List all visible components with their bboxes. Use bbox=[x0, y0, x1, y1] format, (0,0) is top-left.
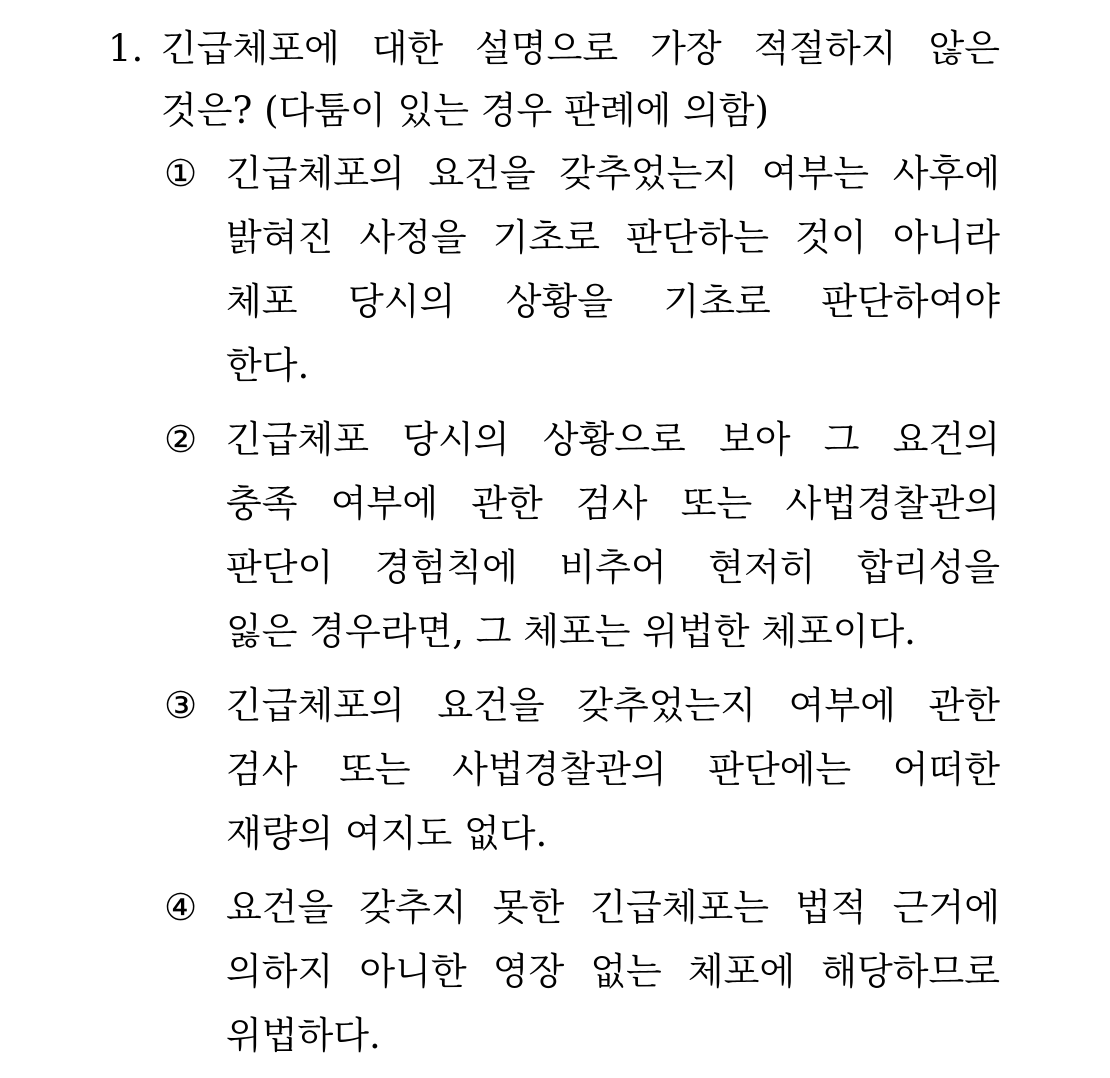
choice-1-line-1: 긴급체포의 요건을 갖추었는지 여부는 사후에 bbox=[226, 152, 1000, 195]
choice-4-line-1: 요건을 갖추지 못한 긴급체포는 법적 근거에 bbox=[226, 886, 1000, 929]
choice-1-line-4: 한다. bbox=[226, 344, 310, 387]
question-line bbox=[108, 18, 1000, 80]
choice-1-line-2: 밝혀진 사정을 기초로 판단하는 것이 아니라 bbox=[226, 216, 1000, 259]
choice-2-line-1: 긴급체포 당시의 상황으로 보아 그 요건의 bbox=[226, 418, 1000, 461]
choice-3-line-1: 긴급체포의 요건을 갖추었는지 여부에 관한 bbox=[226, 684, 1000, 727]
choice-2[interactable] bbox=[108, 408, 1000, 664]
question-number: 1. bbox=[108, 27, 144, 70]
question bbox=[108, 18, 1000, 142]
question-line bbox=[108, 80, 1000, 142]
choice-1-line-3: 체포 당시의 상황을 기초로 판단하여야 bbox=[226, 280, 1000, 323]
answer-choices bbox=[108, 142, 1000, 1078]
choice-2-line-4: 잃은 경우라면, 그 체포는 위법한 체포이다. bbox=[226, 610, 916, 653]
choice-2-line-3: 판단이 경험칙에 비추어 현저히 합리성을 bbox=[226, 546, 1000, 589]
choice-2-line-2: 충족 여부에 관한 검사 또는 사법경찰관의 bbox=[226, 482, 1000, 525]
question-text-line-2: 것은? (다툼이 있는 경우 판례에 의함) bbox=[161, 89, 769, 132]
choice-3[interactable] bbox=[108, 674, 1000, 866]
choice-4-line-2: 의하지 아니한 영장 없는 체포에 해당하므로 bbox=[226, 950, 1000, 993]
choice-2-marker: ② bbox=[164, 418, 198, 461]
choice-4[interactable] bbox=[108, 876, 1000, 1068]
choice-1[interactable] bbox=[108, 142, 1000, 398]
choice-1-marker: ① bbox=[164, 152, 198, 195]
question-text-line-1: 긴급체포에 대한 설명으로 가장 적절하지 않은 bbox=[161, 27, 1000, 70]
choice-3-line-3: 재량의 여지도 없다. bbox=[226, 812, 548, 855]
choice-4-marker: ④ bbox=[164, 886, 198, 929]
choice-4-line-3: 위법하다. bbox=[226, 1014, 381, 1057]
choice-3-line-2: 검사 또는 사법경찰관의 판단에는 어떠한 bbox=[226, 748, 1000, 791]
choice-3-marker: ③ bbox=[164, 684, 198, 727]
